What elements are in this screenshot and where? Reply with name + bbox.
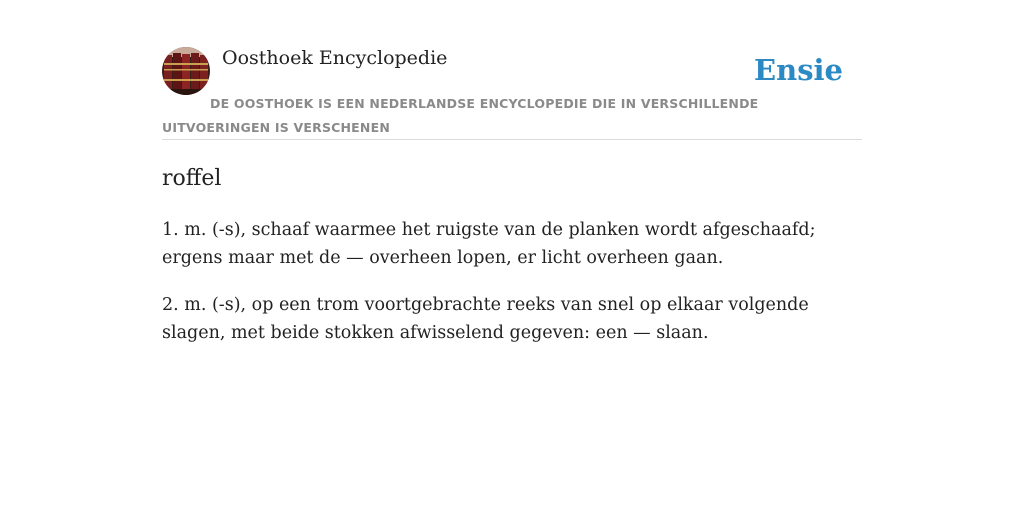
definition-1: 1. m. (-s), schaaf waarmee het ruigste van de planken wordt afgeschaafd; ergens maar met de — overheen lopen, er licht overheen gaan. — [162, 220, 816, 268]
definition-2: 2. m. (-s), op een trom voortgebrachte reeks van snel op elkaar volgende slagen, met beide stokken afwisselend gegeven: een — slaan. — [162, 295, 809, 343]
brand-logo[interactable]: Ensie — [754, 53, 843, 87]
site-tagline: DE OOSTHOEK IS EEN NEDERLANDSE ENCYCLOPEDIE DIE IN VERSCHILLENDE UITVOERINGEN IS VERSCHENEN — [162, 96, 759, 135]
header — [162, 46, 862, 140]
site-title[interactable]: Oosthoek Encyclopedie — [222, 47, 448, 69]
content-container — [162, 46, 862, 347]
encyclopedia-books-icon[interactable] — [162, 47, 210, 95]
entry-term: roffel — [162, 166, 222, 191]
